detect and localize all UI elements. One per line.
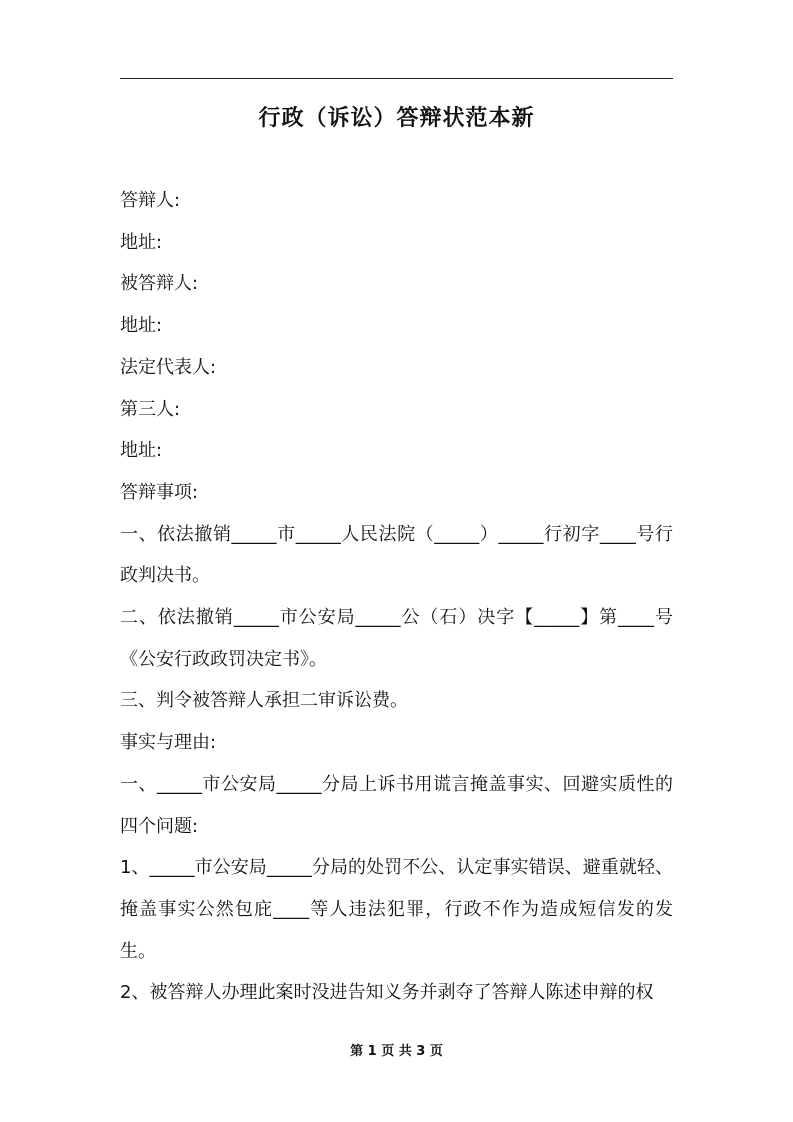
document-body xyxy=(120,180,673,1014)
facts-subpoint-1: 1、_____市公安局_____分局的处罚不公、认定事实错误、避重就轻、掩盖事实公然包庇____等人违法犯罪，行政不作为造成短信发的发生。 xyxy=(120,857,673,962)
defense-item-2: 二、依法撤销_____市公安局_____公（石）决字【_____】第____号《公安行政政罚决定书》。 xyxy=(120,607,673,670)
field-appellant-address: 地址: xyxy=(120,315,163,337)
page-footer: 第 1 页 共 3 页 xyxy=(350,1044,443,1059)
defense-item-1: 一、依法撤销_____市_____人民法院（_____）_____行初字____号行政判决书。 xyxy=(120,523,673,587)
field-appellant: 被答辩人: xyxy=(120,273,199,295)
header-rule xyxy=(120,78,673,79)
facts-point-1: 一、_____市公安局_____分局上诉书用谎言掩盖事实、回避实质性的四个问题: xyxy=(120,773,673,837)
page-title: 行政（诉讼）答辩状范本新 xyxy=(258,106,535,131)
facts-subpoint-2: 2、被答辩人办理此案时没进告知义务并剥夺了答辩人陈述申辩的权 xyxy=(120,982,654,1004)
section-heading-facts-reasons: 事实与理由: xyxy=(120,732,217,754)
section-heading-defense-items: 答辩事项: xyxy=(120,481,199,503)
defense-item-3: 三、判令被答辩人承担二审诉讼费。 xyxy=(120,690,408,712)
field-third-party-address: 地址: xyxy=(120,440,163,462)
field-third-party: 第三人: xyxy=(120,398,181,420)
field-legal-representative: 法定代表人: xyxy=(120,356,217,378)
field-respondent-address: 地址: xyxy=(120,231,163,253)
field-respondent: 答辩人: xyxy=(120,190,181,211)
